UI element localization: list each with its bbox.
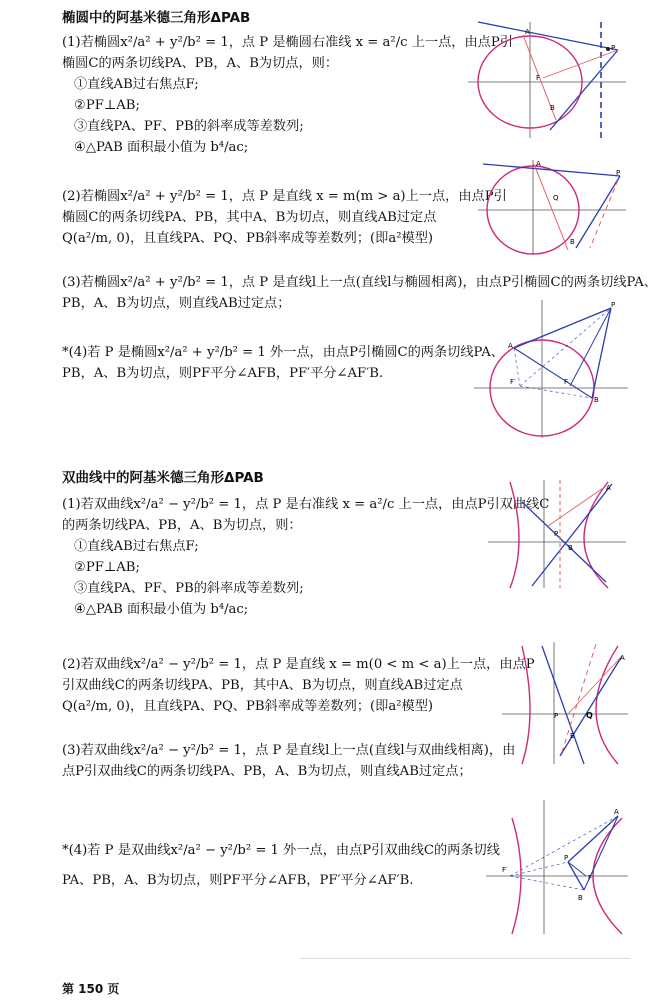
ellipse-p2 [62,186,507,249]
text-line: 点P引双曲线C的两条切线PA、PB，A、B为切点，则直线AB过定点； [62,764,472,779]
text-line: *(4)若 P 是双曲线x²/a² − y²/b² = 1 外一点，由点P引双曲线C的两条切线 [62,843,500,858]
hyperbola-p4 [62,836,500,896]
text-line: (3)若椭圆x²/a² + y²/b² = 1，点 P 是直线l上一点(直线l与椭圆相离)，由点P引椭圆C的两条切线PA、 [62,275,657,290]
point-label: F [588,874,593,882]
point-label: P [554,712,559,720]
list-item: ③直线PA、PF、PB的斜率成等差数列; [74,581,304,596]
point-label: P [616,169,621,177]
text-line: (1)若椭圆x²/a² + y²/b² = 1，点 P 是椭圆右准线 x = a²/c 上一点，由点P引 [62,35,513,50]
list-item: ③直线PA、PF、PB的斜率成等差数列; [74,119,304,134]
text-line: Q(a²/m, 0)，且直线PA、PQ、PB斜率成等差数列；(即a²模型) [62,231,434,246]
text-line: Q(a²/m, 0)，且直线PA、PQ、PB斜率成等差数列；(即a²模型) [62,699,434,714]
list-item: ④△PAB 面积最小值为 b⁴/ac; [74,602,249,617]
point-label: B [550,104,555,112]
point-label: Q [553,194,559,202]
point-label: B [570,732,575,740]
ellipse-p4 [62,342,504,384]
point-label: P [564,854,569,862]
point-label: B [594,396,599,404]
hyperbola-figure-3 [486,798,630,936]
ellipse-figure-1 [468,20,628,140]
list-item: ②PF⊥AB; [74,560,140,575]
list-item: ①直线AB过右焦点F; [74,539,199,554]
ellipse-figure-3 [474,298,630,440]
ellipse-p1 [62,32,513,158]
text-line: (2)若双曲线x²/a² − y²/b² = 1，点 P 是直线 x = m(0 < m < a)上一点，由点P [62,657,535,672]
hyperbola-figure-2 [502,640,630,766]
hyperbola-p2 [62,654,535,717]
point-label: A [508,342,513,350]
point-label: A [606,484,611,492]
point-label: P [611,301,616,309]
list-item: ④△PAB 面积最小值为 b⁴/ac; [74,140,249,155]
text-line: PB，A、B为切点，则PF平分∠AFB，PF′平分∠AF′B. [62,366,384,381]
point-label: A [536,160,541,168]
list-item: ②PF⊥AB; [74,98,140,113]
text-line: (2)若椭圆x²/a² + y²/b² = 1，点 P 是直线 x = m(m > a)上一点，由点P引 [62,189,507,204]
point-label: Q [586,711,593,720]
point-label: B [568,544,573,552]
text-line: (3)若双曲线x²/a² − y²/b² = 1，点 P 是直线l上一点(直线l与双曲线相离)，由 [62,743,516,758]
point-label: B [578,894,583,902]
hyperbola-p3 [62,740,516,782]
point-label: F [536,74,541,82]
hyperbola-heading: 双曲线中的阿基米德三角形ΔPAB [62,470,264,486]
point-label: P [611,44,616,52]
point-label: A [614,808,619,816]
hyperbola-p1 [62,494,550,620]
divider [300,958,630,959]
text-line: (1)若双曲线x²/a² − y²/b² = 1，点 P 是右准线 x = a²/c 上一点，由点P引双曲线C [62,497,550,512]
list-item: ①直线AB过右焦点F; [74,77,199,92]
hyperbola-figure-1 [488,478,628,590]
text-line: PB，A、B为切点，则直线AB过定点； [62,296,291,311]
point-label: F [564,378,569,386]
page-number: 第 150 页 [62,982,120,996]
point-label: A [620,654,625,662]
point-label: P [554,530,559,538]
text-line: 椭圆C的两条切线PA、PB，其中A、B为切点，则直线AB过定点 [62,210,437,225]
point-label: B [570,238,575,246]
point-label: A [525,28,530,36]
point-label: F′ [502,866,508,874]
ellipse-heading: 椭圆中的阿基米德三角形ΔPAB [62,10,251,26]
point-label: F′ [510,378,516,386]
text-line: 引双曲线C的两条切线PA、PB，其中A、B为切点，则直线AB过定点 [62,678,463,693]
text-line: *(4)若 P 是椭圆x²/a² + y²/b² = 1 外一点，由点P引椭圆C的两条切线PA、 [62,345,504,360]
text-line: 的两条切线PA、PB，A、B为切点，则： [62,518,302,533]
text-line: PA、PB，A、B为切点，则PF平分∠AFB，PF′平分∠AF′B. [62,873,414,888]
ellipse-figure-2 [478,158,628,256]
text-line: 椭圆C的两条切线PA、PB，A、B为切点，则： [62,56,339,71]
